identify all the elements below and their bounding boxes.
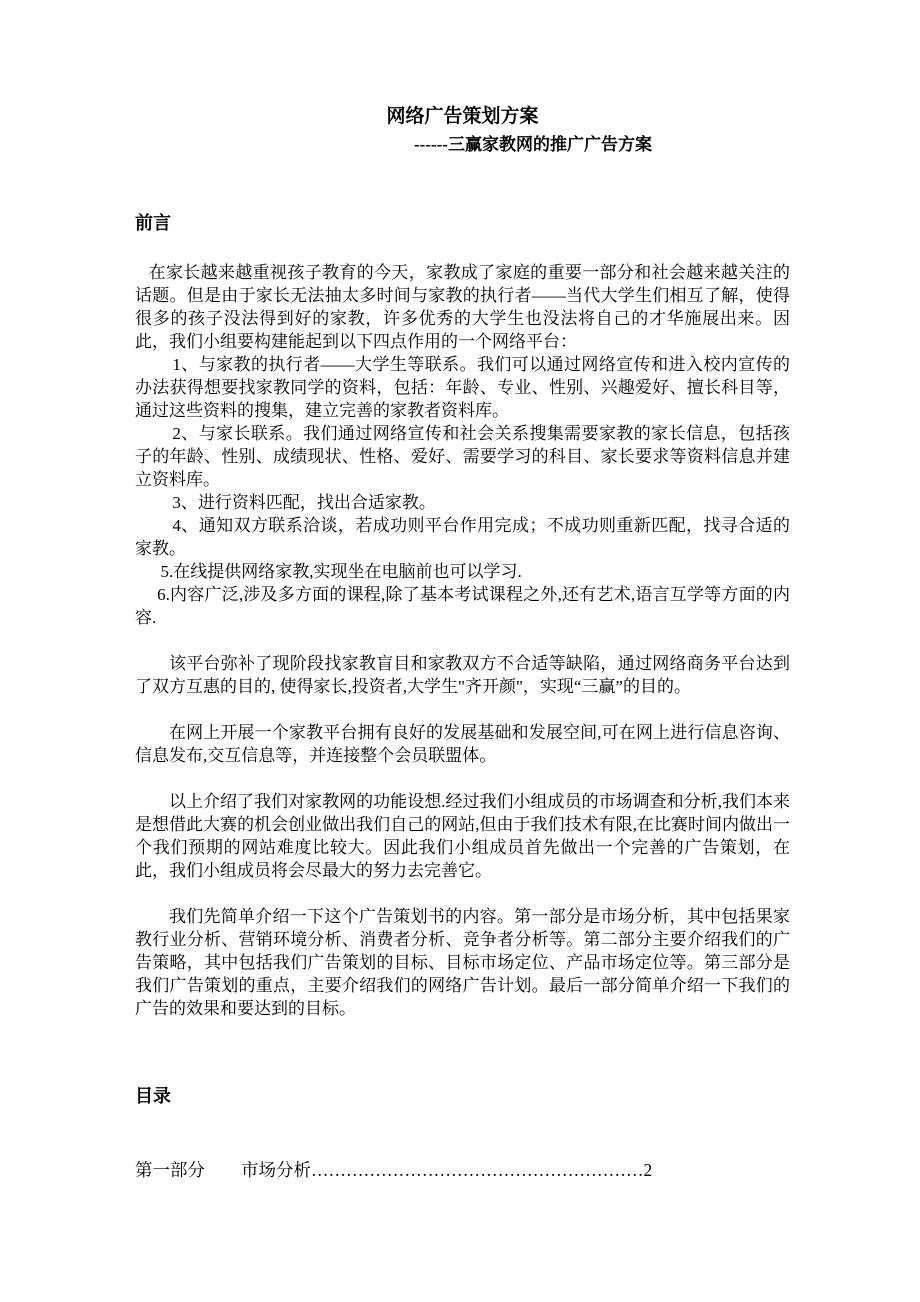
toc-dot-leader: ………………………………………………… xyxy=(311,1160,644,1180)
list-item-6: 6.内容广泛,涉及多方面的课程,除了基本考试课程之外,还有艺术,语言互学等方面的内容. xyxy=(135,585,790,627)
paragraph-intro: 在家长越来越重视孩子教育的今天，家教成了家庭的重要一部分和社会越来越关注的话题。但是由于家长无法抽太多时间与家教的执行者——当代大学生们相互了解，使得很多的孩子没法得到好的家教，许多优秀的大学生也没法将自己的才华施展出来。因此，我们小组要构建能起到以下四点作用的一个网络平台： xyxy=(135,263,790,351)
list-item-5: 5.在线提供网络家教,实现坐在电脑前也可以学习. xyxy=(160,562,522,581)
toc-part-label: 第一部分 xyxy=(135,1160,205,1180)
paragraph-above: 以上介绍了我们对家教网的功能设想.经过我们小组成员的市场调查和分析,我们本来是想借此大赛的机会创业做出我们自己的网站,但由于我们技术有限,在比赛时间内做出一个我们预期的网站难度比较大。因此我们小组成员首先做出一个完善的广告策划，在此，我们小组成员将会尽最大的努力去完善它。 xyxy=(135,792,790,880)
paragraph-online: 在网上开展一个家教平台拥有良好的发展基础和发展空间,可在网上进行信息咨询、信息发布,交互信息等，并连接整个会员联盟体。 xyxy=(135,723,790,765)
toc-entry-title: 市场分析 xyxy=(241,1160,311,1180)
section-heading-preface: 前言 xyxy=(135,213,171,233)
list-item-1: 1、与家教的执行者——大学生等联系。我们可以通过网络宣传和进入校内宣传的办法获得想要找家教同学的资料，包括：年龄、专业、性别、兴趣爱好、擅长科目等，通过这些资料的搜集，建立完善的家教者资料库。 xyxy=(135,355,790,420)
document-title: 网络广告策划方案 xyxy=(386,106,539,127)
paragraph-platform: 该平台弥补了现阶段找家教盲目和家教双方不合适等缺陷，通过网络商务平台达到了双方互惠的目的, 使得家长,投资者,大学生"齐开颜"，实现“三赢”的目的。 xyxy=(135,654,790,696)
list-item-2: 2、与家长联系。我们通过网络宣传和社会关系搜集需要家教的家长信息，包括孩子的年龄、性别、成绩现状、性格、爱好、需要学习的科目、家长要求等资料信息并建立资料库。 xyxy=(135,424,790,489)
toc-page-number: 2 xyxy=(643,1160,653,1180)
toc-heading: 目录 xyxy=(135,1086,171,1106)
document-subtitle: ------三赢家教网的推广广告方案 xyxy=(414,135,652,154)
list-item-4: 4、通知双方联系洽谈，若成功则平台作用完成；不成功则重新匹配，找寻合适的家教。 xyxy=(135,516,790,558)
title-block xyxy=(135,104,790,157)
list-item-3: 3、进行资料匹配，找出合适家教。 xyxy=(172,493,436,512)
paragraph-outline: 我们先简单介绍一下这个广告策划书的内容。第一部分是市场分析，其中包括果家教行业分析、营销环境分析、消费者分析、竞争者分析等。第二部分主要介绍我们的广告策略，其中包括我们广告策划的目标、目标市场定位、产品市场定位等。第三部分是我们广告策划的重点，主要介绍我们的网络广告计划。最后一部分简单介绍一下我们的广告的效果和要达到的目标。 xyxy=(135,907,790,1018)
toc-entry xyxy=(135,1158,790,1182)
